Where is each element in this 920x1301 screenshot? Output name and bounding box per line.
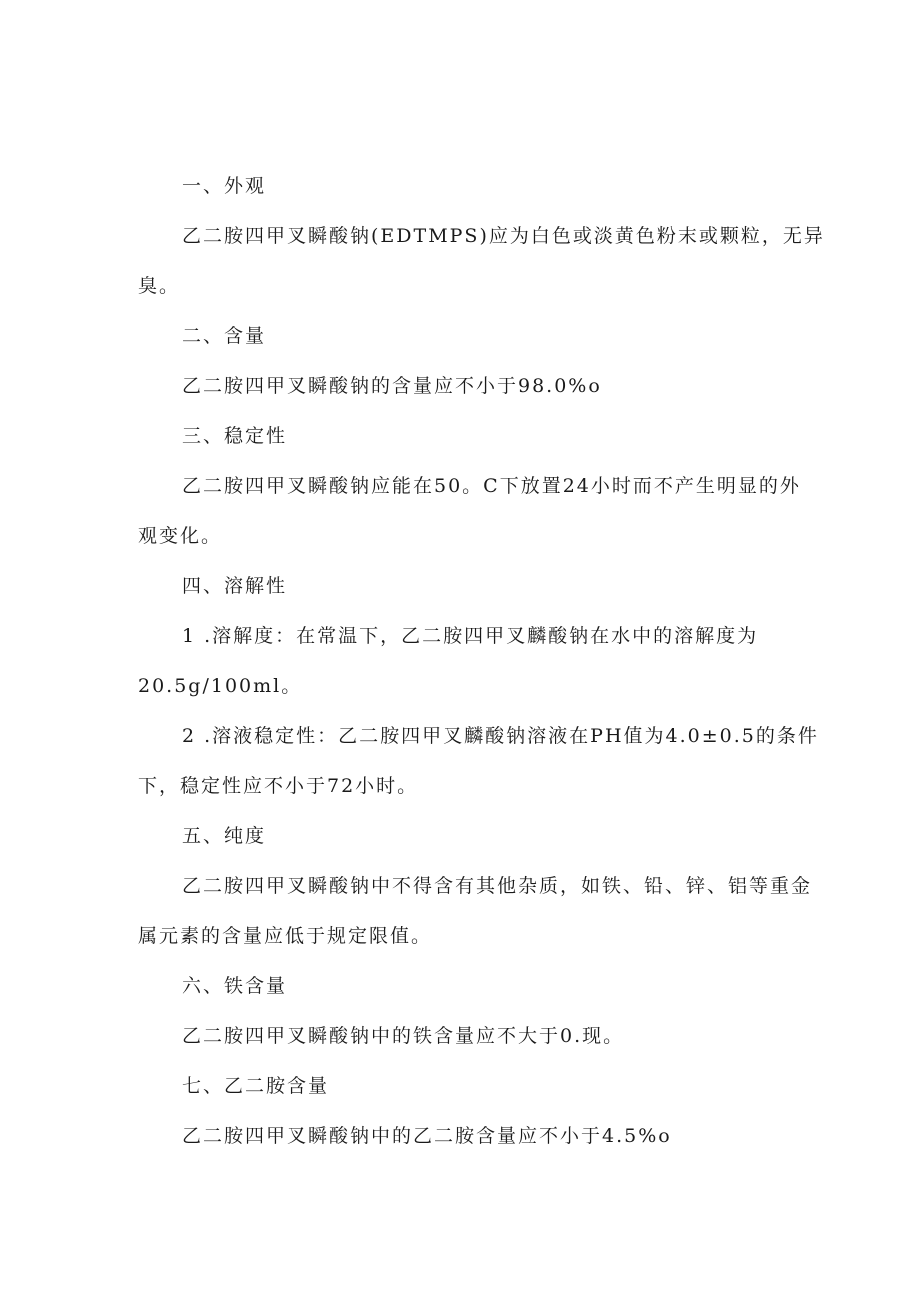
section-heading-appearance: 一、外观	[182, 175, 267, 197]
section-heading-content: 二、含量	[182, 325, 267, 347]
paragraph-purity-line-1: 乙二胺四甲叉瞬酸钠中不得含有其他杂质，如铁、铅、锌、铝等重金	[182, 875, 813, 897]
paragraph-iron: 乙二胺四甲叉瞬酸钠中的铁含量应不大于0.现。	[182, 1025, 625, 1047]
paragraph-ethylenediamine: 乙二胺四甲叉瞬酸钠中的乙二胺含量应不小于4.5%o	[182, 1125, 672, 1147]
section-heading-stability: 三、稳定性	[182, 425, 288, 447]
section-heading-solubility: 四、溶解性	[182, 575, 288, 597]
paragraph-appearance-line-1: 乙二胺四甲叉瞬酸钠(EDTMPS)应为白色或淡黄色粉末或颗粒，无异	[182, 225, 825, 247]
paragraph-purity-line-2: 属元素的含量应低于规定限值。	[138, 925, 433, 947]
list-item-solubility-line-2: 20.5g∕100ml。	[138, 675, 303, 697]
paragraph-stability-line-1: 乙二胺四甲叉瞬酸钠应能在50。C下放置24小时而不产生明显的外	[182, 475, 801, 497]
paragraph-appearance-line-2: 臭。	[138, 275, 181, 297]
section-heading-purity: 五、纯度	[182, 825, 267, 847]
paragraph-content: 乙二胺四甲叉瞬酸钠的含量应不小于98.0%o	[182, 375, 602, 397]
paragraph-stability-line-2: 观变化。	[138, 525, 223, 547]
list-item-solubility-line-1: 1 .溶解度：在常温下，乙二胺四甲叉麟酸钠在水中的溶解度为	[182, 625, 759, 647]
list-item-solution-stability-line-2: 下，稳定性应不小于72小时。	[138, 775, 419, 797]
section-heading-ethylenediamine: 七、乙二胺含量	[182, 1075, 330, 1097]
list-item-solution-stability-line-1: 2 .溶液稳定性：乙二胺四甲叉麟酸钠溶液在PH值为4.0±0.5的条件	[182, 725, 819, 747]
section-heading-iron: 六、铁含量	[182, 975, 288, 997]
